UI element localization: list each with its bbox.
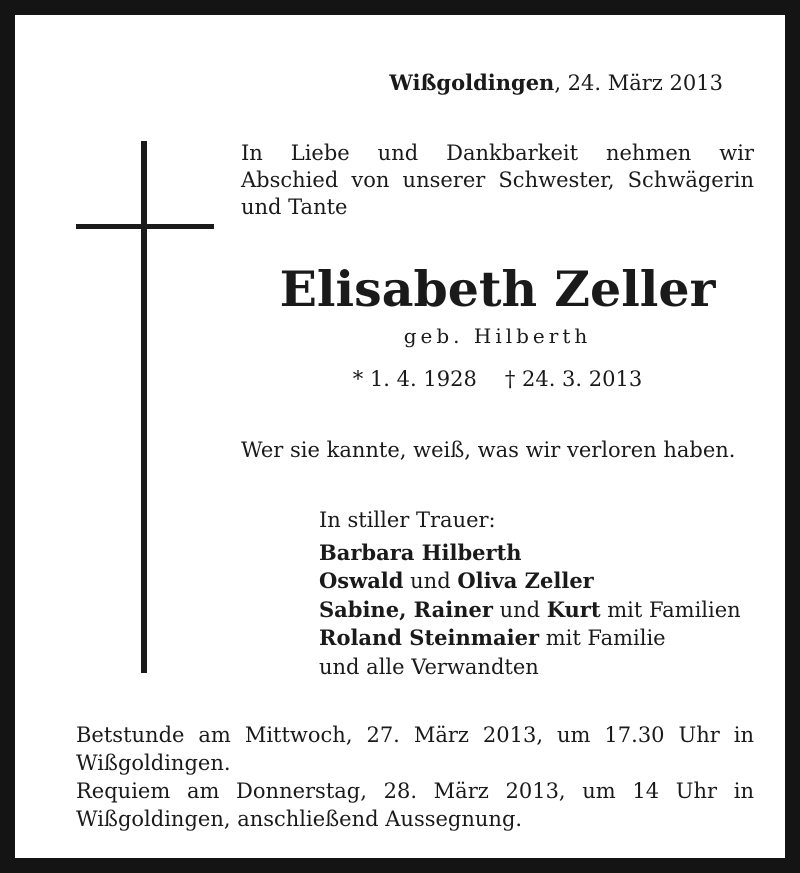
service-line: Requiem am Donnerstag, 28. März 2013, um 14 Uhr in (76, 779, 754, 803)
mourner-name: Oliva Zeller (457, 568, 594, 593)
mourner-name: Barbara Hilberth (319, 539, 522, 565)
mourners-heading: In stiller Trauer: (319, 508, 496, 532)
mourner-row (319, 567, 759, 596)
maiden-name: geb. Hilberth (403, 324, 592, 348)
mourner-name: Oswald (319, 568, 404, 593)
service-line: Wißgoldingen, anschließend Aussegnung. (76, 807, 523, 831)
memorial-saying: Wer sie kannte, weiß, was wir verloren haben. (241, 438, 736, 462)
connector-text: mit Familie (539, 626, 666, 650)
connector-text: und (492, 597, 547, 622)
intro-line: und Tante (241, 195, 348, 219)
service-details (76, 721, 754, 833)
service-line: Betstunde am Mittwoch, 27. März 2013, um 17.30 Uhr in (76, 723, 754, 747)
mourner-name: Roland Steinmaier (319, 625, 540, 650)
mourner-name: Sabine, Rainer (319, 596, 493, 622)
place-date (389, 70, 723, 95)
deceased-name: Elisabeth Zeller (279, 260, 716, 318)
mourner-name: Kurt (546, 596, 601, 622)
mourner-row (319, 624, 759, 653)
place-name: Wißgoldingen (389, 70, 555, 95)
birth-date: * 1. 4. 1928 (352, 367, 477, 391)
death-date: † 24. 3. 2013 (504, 367, 643, 391)
notice-date: , 24. März 2013 (554, 71, 723, 95)
intro-line: In Liebe und Dankbarkeit nehmen wir (241, 141, 754, 165)
service-line: Wißgoldingen. (76, 751, 231, 775)
cross-icon (141, 141, 147, 673)
cross-icon-crossbar (76, 224, 214, 229)
mourners-list (319, 506, 759, 681)
mourner-row (319, 539, 759, 568)
connector-text: mit Familien (600, 597, 741, 622)
intro-line: Abschied von unserer Schwester, Schwägerin (241, 168, 754, 192)
life-dates (241, 367, 754, 391)
connector-text: und (403, 569, 458, 593)
mourner-row: und alle Verwandten (319, 654, 539, 679)
mourner-row (319, 596, 759, 625)
intro-text (241, 140, 754, 221)
